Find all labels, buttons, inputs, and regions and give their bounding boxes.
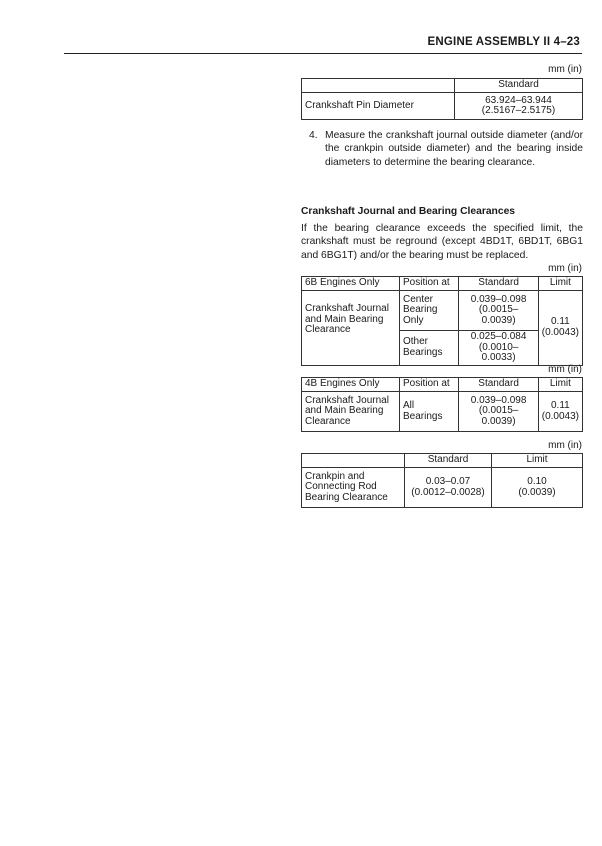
table-header-standard: Standard: [405, 454, 492, 468]
position-line: Other: [402, 336, 428, 348]
crankshaft-pin-diameter-table: [301, 78, 583, 120]
table-header-standard: Standard: [455, 79, 583, 93]
table-cell-standard: [459, 331, 538, 366]
table-cell-position: [399, 392, 458, 432]
value-in: (0.0012–0.0028): [411, 486, 485, 498]
table-4b-engines: [301, 377, 583, 432]
table-header-engine: 4B Engines Only: [302, 378, 400, 392]
table-cell-standard: [459, 392, 538, 432]
value-mm: 0.039–0.098: [470, 293, 527, 305]
unit-label: mm (in): [548, 64, 582, 75]
table-header-position: Position at: [399, 277, 458, 291]
label-line: and Main Bearing: [305, 405, 384, 417]
table-cell-position: [399, 331, 458, 366]
section-title: Crankshaft Journal and Bearing Clearances: [301, 206, 516, 217]
position-line: Bearings: [402, 346, 443, 358]
value-in: (0.0043): [541, 410, 579, 422]
table-row-label: [302, 468, 405, 508]
table-header-limit: Limit: [492, 454, 583, 468]
table-cell-position: [399, 291, 458, 331]
label-line: Bearing Clearance: [305, 491, 388, 503]
table-header-standard: Standard: [459, 378, 538, 392]
value-mm: 0.11: [551, 316, 570, 328]
label-line: and Main Bearing: [305, 313, 384, 325]
step-text: Measure the crankshaft journal outside diameter (and/or the crankpin outside diameter) and the bearing inside diameters to determine the bearing clearance.: [325, 130, 583, 168]
value-in: (0.0039): [518, 486, 556, 498]
table-row-label: Crankshaft Pin Diameter: [302, 93, 455, 120]
table-header-limit: Limit: [538, 378, 582, 392]
table-cell-standard: [459, 291, 538, 331]
position-line: Center: [402, 293, 433, 305]
table-cell-limit: [538, 291, 582, 366]
table-header-position: Position at: [399, 378, 458, 392]
table-6b-engines: [301, 276, 583, 366]
header-rule: [64, 53, 582, 54]
table-cell-value: [455, 93, 583, 120]
value-mm: 0.039–0.098: [470, 394, 527, 406]
step-4: [301, 129, 583, 169]
label-line: Crankshaft Journal: [305, 303, 389, 314]
value-mm: 0.10: [527, 476, 547, 487]
table-cell-limit: [538, 392, 582, 432]
step-number: 4.: [309, 130, 318, 141]
table-header-engine: 6B Engines Only: [302, 277, 400, 291]
label-line: Clearance: [305, 324, 351, 335]
section-paragraph: If the bearing clearance exceeds the specified limit, the crankshaft must be reground (except 4BD1T, 6BD1T, 6BG1 and 6BG1T) and/or the bearing must be replaced.: [301, 223, 583, 261]
position-line: All: [402, 400, 415, 411]
unit-label: mm (in): [548, 263, 582, 274]
table-header-standard: Standard: [459, 277, 538, 291]
value-in: (0.0015–0.0039): [478, 405, 519, 427]
table-row-label: [302, 291, 400, 366]
value-in: (0.0043): [541, 326, 579, 338]
table-cell-standard: [405, 468, 492, 508]
table-row-label: [302, 392, 400, 432]
table-cell-empty: [302, 454, 405, 468]
value-mm: 0.03–0.07: [425, 476, 471, 487]
label-line: Crankshaft Journal: [305, 394, 389, 406]
value-mm: 63.924–63.944: [485, 94, 552, 106]
table-crankpin-clearance: [301, 453, 583, 508]
value-mm: 0.11: [551, 400, 570, 411]
position-line: Bearings: [402, 410, 443, 422]
position-line: Only: [402, 314, 424, 326]
table-cell-empty: [302, 79, 455, 93]
value-in: (0.0010–0.0033): [478, 341, 519, 363]
label-line: Crankpin and: [305, 470, 365, 482]
table-cell-limit: [492, 468, 583, 508]
label-line: Connecting Rod: [305, 481, 377, 493]
unit-label: mm (in): [548, 364, 582, 375]
position-line: Bearing: [402, 304, 438, 316]
value-in: (2.5167–2.5175): [481, 105, 556, 116]
page-header-title: ENGINE ASSEMBLY II 4–23: [427, 36, 580, 48]
unit-label: mm (in): [548, 440, 582, 451]
table-header-limit: Limit: [538, 277, 582, 291]
label-line: Clearance: [305, 415, 351, 427]
value-in: (0.0015–0.0039): [478, 304, 519, 326]
value-mm: 0.025–0.084: [470, 331, 527, 342]
